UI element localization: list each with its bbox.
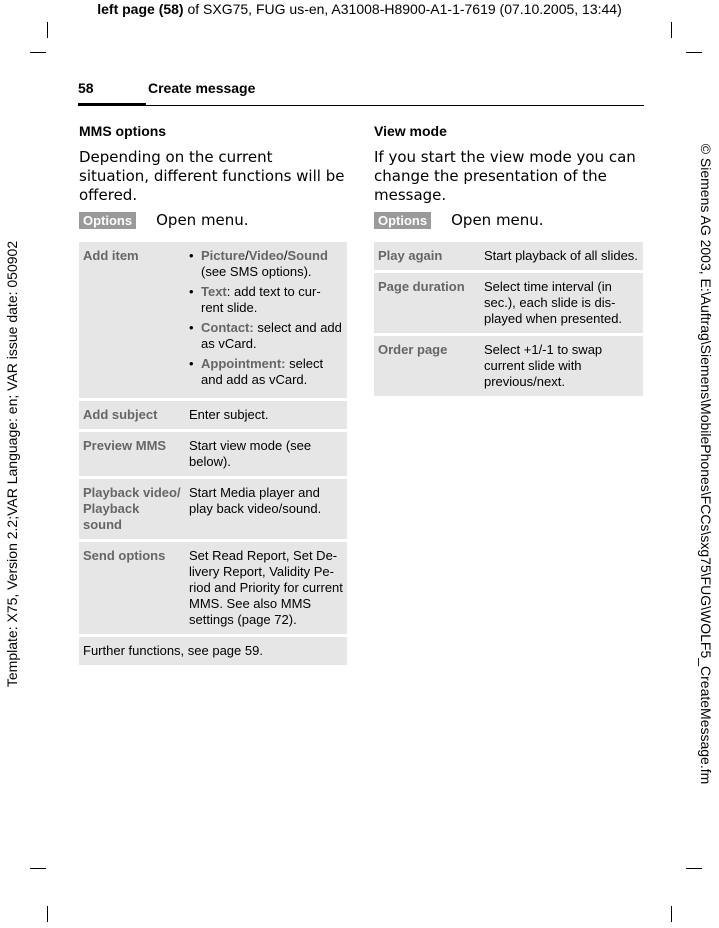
row-key: Page duration bbox=[374, 273, 480, 333]
row-key: Send options bbox=[79, 542, 185, 634]
options-row bbox=[79, 211, 347, 229]
page-number: 58 bbox=[78, 80, 94, 96]
hl-appointment: Appointment: bbox=[201, 356, 286, 371]
template-info: Template: X75, Version 2.2;VAR Language: en; VAR issue date: 050902 bbox=[4, 240, 20, 688]
text: (see SMS options). bbox=[201, 264, 312, 279]
list-item bbox=[189, 248, 343, 280]
table-row bbox=[79, 479, 347, 539]
key-sep: / bbox=[176, 485, 181, 500]
row-key: Preview MMS bbox=[79, 432, 185, 476]
text: select and add as vCard. bbox=[201, 356, 324, 387]
right-column bbox=[374, 123, 643, 399]
row-value: Start playback of all slides. bbox=[480, 242, 643, 270]
header-rule bbox=[78, 105, 644, 106]
view-mode-intro: If you start the view mode you can change the presentation of the message. bbox=[374, 148, 636, 204]
row-key: Add subject bbox=[79, 401, 185, 429]
hl-sound: Sound bbox=[287, 248, 328, 263]
mms-options-heading: MMS options bbox=[79, 123, 167, 139]
options-softkey[interactable]: Options bbox=[79, 212, 136, 229]
table-row bbox=[79, 401, 347, 429]
row-value: Select +1/-1 to swap current slide with previous/next. bbox=[480, 336, 643, 396]
crop-mark bbox=[47, 906, 48, 922]
table-row bbox=[79, 637, 347, 665]
row-key: Order page bbox=[374, 336, 480, 396]
hl-picture: Picture bbox=[201, 248, 246, 263]
crop-mark bbox=[671, 906, 672, 922]
row-value bbox=[185, 242, 347, 398]
mms-options-intro: Depending on the current situation, different functions will be offered. bbox=[79, 148, 345, 204]
row-value: Start view mode (see below). bbox=[185, 432, 347, 476]
add-item-list bbox=[189, 248, 343, 388]
key-part: Playback sound bbox=[83, 501, 140, 532]
row-key bbox=[79, 479, 185, 539]
table-row bbox=[374, 336, 643, 396]
options-row bbox=[374, 211, 643, 229]
options-desc: Open menu. bbox=[156, 211, 249, 229]
options-softkey[interactable]: Options bbox=[374, 212, 431, 229]
left-column bbox=[79, 123, 347, 668]
row-key: Add item bbox=[79, 242, 185, 398]
list-item bbox=[189, 356, 343, 388]
key-part: Playback video bbox=[83, 485, 177, 500]
table-row bbox=[79, 542, 347, 634]
crop-mark bbox=[30, 868, 46, 869]
copyright-path: © Siemens AG 2003, E:\Auftrag\Siemens\MobilePhones\FCCs\sxg75\FUG\WOLF5_CreateMessage.fm bbox=[698, 143, 714, 785]
text: select and add as vCard. bbox=[201, 320, 342, 351]
row-value: Enter subject. bbox=[185, 401, 347, 429]
table-row bbox=[374, 242, 643, 270]
sep: / bbox=[283, 248, 288, 263]
hl-contact: Contact: bbox=[201, 320, 254, 335]
table-row bbox=[374, 273, 643, 333]
view-mode-table bbox=[374, 239, 643, 399]
hl-text: Text bbox=[201, 284, 227, 299]
row-value: Start Media player and play back video/sound. bbox=[185, 479, 347, 539]
table-row bbox=[79, 432, 347, 476]
table-row bbox=[79, 242, 347, 398]
list-item bbox=[189, 320, 343, 352]
text: : add text to cur-rent slide. bbox=[201, 284, 321, 315]
crop-mark bbox=[686, 868, 702, 869]
list-item bbox=[189, 284, 343, 316]
options-desc: Open menu. bbox=[451, 211, 544, 229]
print-header-bold: left page (58) bbox=[97, 1, 184, 17]
crop-mark bbox=[47, 22, 48, 38]
hl-video: Video bbox=[248, 248, 284, 263]
row-value: Select time interval (in sec.), each slide is dis-played when presented. bbox=[480, 273, 643, 333]
further-functions: Further functions, see page 59. bbox=[79, 637, 347, 665]
crop-mark bbox=[30, 52, 46, 53]
crop-mark bbox=[671, 22, 672, 38]
view-mode-heading: View mode bbox=[374, 123, 447, 139]
row-value: Set Read Report, Set De-livery Report, Validity Pe-riod and Priority for current MMS. See also MMS settings (page 72). bbox=[185, 542, 347, 634]
sep: / bbox=[245, 248, 249, 263]
print-header-rest: of SXG75, FUG us-en, A31008-H8900-A1-1-7619 (07.10.2005, 13:44) bbox=[183, 1, 622, 17]
mms-options-table bbox=[79, 239, 347, 668]
row-key: Play again bbox=[374, 242, 480, 270]
print-header bbox=[0, 0, 719, 18]
page-title: Create message bbox=[148, 80, 256, 96]
crop-mark bbox=[686, 52, 702, 53]
